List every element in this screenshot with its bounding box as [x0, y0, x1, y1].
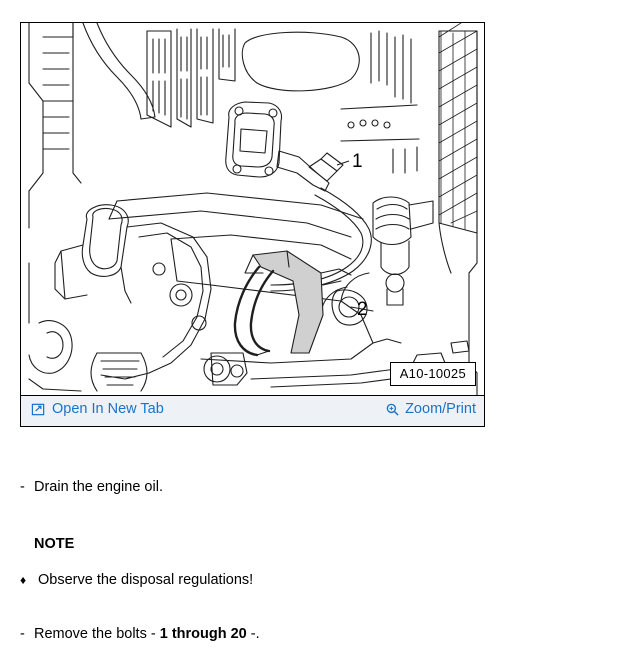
step-text: Drain the engine oil. — [34, 479, 163, 495]
figure-part-number — [390, 362, 476, 386]
step-drain-engine-oil — [20, 478, 580, 498]
zoom-print-button[interactable] — [385, 401, 476, 417]
step-text-after: -. — [246, 625, 260, 642]
note-text: Observe the disposal regulations! — [38, 572, 254, 589]
figure-block — [20, 22, 485, 427]
engine-oil-pan-diagram — [21, 23, 484, 395]
note-title — [20, 535, 580, 555]
step-text-line — [34, 625, 260, 645]
open-in-new-tab-icon — [31, 402, 46, 417]
step-text-before: Remove the bolts - — [34, 625, 160, 642]
step-marker: - — [20, 479, 25, 495]
procedure-text — [20, 478, 580, 644]
figure-toolbar — [20, 396, 485, 427]
open-in-new-tab-label: Open In New Tab — [52, 401, 164, 417]
magnifier-icon — [385, 402, 400, 417]
step-remove-bolts — [20, 625, 580, 645]
callout-1-label: 1 — [352, 151, 363, 172]
note-title-text: NOTE — [34, 535, 75, 552]
diamond-bullet-icon: ♦ — [20, 573, 27, 588]
step-marker: - — [20, 625, 25, 642]
figure-part-number-text: A10-10025 — [399, 366, 466, 381]
technical-illustration — [20, 22, 485, 396]
note-item — [20, 571, 580, 591]
open-in-new-tab-button[interactable] — [31, 401, 164, 417]
callout-2-label: 2 — [357, 299, 368, 320]
step-bolt-range: 1 through 20 — [159, 625, 247, 642]
zoom-print-label: Zoom/Print — [405, 401, 476, 417]
